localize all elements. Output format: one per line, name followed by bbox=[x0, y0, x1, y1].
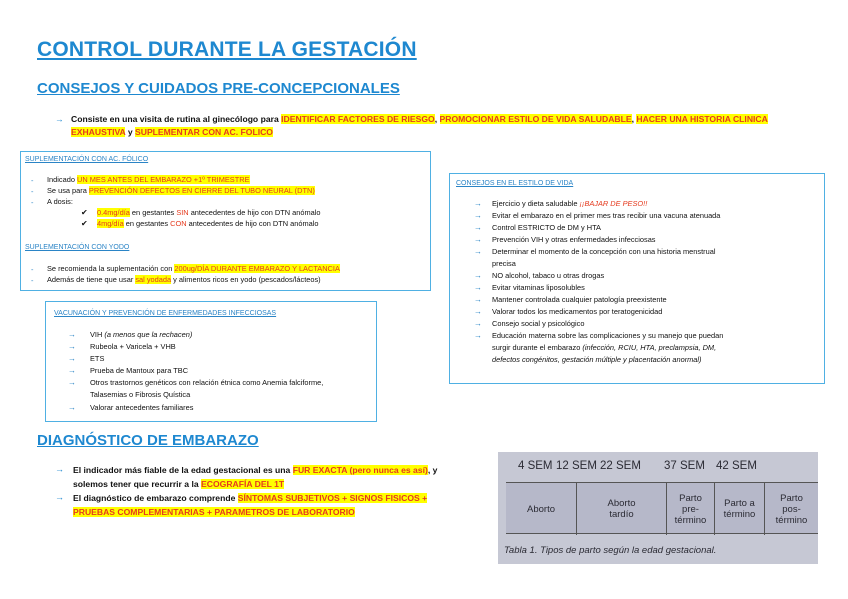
text: VIH bbox=[90, 330, 105, 339]
box-vacunacion bbox=[45, 301, 377, 422]
text: en gestantes bbox=[129, 208, 177, 217]
heading-yodo: SUPLEMENTACIÓN CON YODO bbox=[25, 244, 130, 251]
diag-line-2 bbox=[73, 477, 284, 491]
estilo-item: Prevención VIH y otras enfermedades infecciosas bbox=[492, 235, 656, 244]
arrow-icon: → bbox=[68, 354, 76, 363]
text: antecedentes de hijo con DTN anómalo bbox=[186, 219, 319, 228]
red-text: ¡¡BAJAR DE PESO!! bbox=[579, 199, 648, 208]
arrow-icon: → bbox=[68, 330, 76, 339]
cell-text: Parto bbox=[780, 492, 803, 504]
text: y alimentos ricos en yodo (pescados/lácteos) bbox=[171, 275, 321, 284]
text: , y bbox=[427, 465, 438, 475]
red-text: SIN bbox=[176, 208, 189, 217]
estilo-item: Educación materna sobre las complicaciones y su manejo que puedan bbox=[492, 331, 724, 340]
dosis-sin bbox=[97, 208, 321, 218]
arrow-icon: → bbox=[474, 295, 482, 304]
cell-text: pre- bbox=[682, 503, 699, 515]
folico-line-1 bbox=[47, 175, 250, 185]
tabla-caption: Tabla 1. Tipos de parto según la edad gestacional. bbox=[504, 545, 717, 556]
vac-item-cont: Talasemias o Fibrosis Quística bbox=[90, 390, 191, 399]
text: solemos tener que recurrir a la bbox=[73, 479, 202, 489]
box-suplementacion bbox=[20, 151, 431, 291]
cell-text: término bbox=[775, 514, 808, 526]
red-text: CON bbox=[170, 219, 187, 228]
vac-item: ETS bbox=[90, 354, 105, 363]
text: surgir durante el embarazo bbox=[492, 343, 583, 352]
cell-text: Parto a bbox=[724, 498, 755, 509]
cell-text: pos- bbox=[782, 503, 801, 515]
heading-vacunacion: VACUNACIÓN Y PREVENCIÓN DE ENFERMEDADES INFECCIOSAS bbox=[54, 310, 277, 317]
estilo-item: Determinar el momento de la concepción con una historia menstrual bbox=[492, 247, 716, 256]
cell-text: término bbox=[674, 514, 707, 526]
vac-item: Prueba de Mantoux para TBC bbox=[90, 366, 189, 375]
intro-sep: , bbox=[631, 114, 637, 124]
week-label: 12 SEM bbox=[556, 460, 597, 472]
text: Además de tiene que usar bbox=[47, 275, 136, 284]
folico-line-3: A dosis: bbox=[47, 197, 73, 206]
arrow-icon: → bbox=[474, 307, 482, 316]
intro-paragraph bbox=[55, 113, 795, 139]
text: El indicador más fiable de la edad gestacional es una bbox=[73, 465, 293, 475]
text: Se usa para bbox=[47, 186, 89, 195]
text: Ejercicio y dieta saludable bbox=[492, 199, 580, 208]
box-estilo-vida bbox=[449, 173, 825, 384]
estilo-item: Consejo social y psicológico bbox=[492, 319, 585, 328]
text: antecedentes de hijo con DTN anómalo bbox=[188, 208, 321, 217]
vac-item: Rubeola + Varicela + VHB bbox=[90, 342, 176, 351]
yodo-line-1 bbox=[47, 264, 340, 274]
arrow-icon: → bbox=[474, 319, 482, 328]
estilo-item: Mantener controlada cualquier patología preexistente bbox=[492, 295, 667, 304]
section-title-diagnostico: DIAGNÓSTICO DE EMBARAZO bbox=[37, 432, 259, 449]
highlight: SÍNTOMAS SUBJETIVOS + SIGNOS FISICOS + bbox=[237, 493, 428, 503]
vac-item bbox=[90, 330, 192, 340]
week-label: 22 SEM bbox=[600, 460, 641, 472]
heading-estilo: CONSEJOS EN EL ESTILO DE VIDA bbox=[456, 180, 574, 187]
cell-aborto-tardio bbox=[576, 483, 666, 535]
dash-icon: - bbox=[31, 265, 34, 274]
intro-sep: y bbox=[125, 127, 135, 137]
highlight: FUR EXACTA (pero nunca es así) bbox=[292, 465, 428, 475]
arrow-icon: → bbox=[474, 247, 482, 256]
checkmark-icon: ✔ bbox=[81, 219, 88, 228]
dash-icon: - bbox=[31, 187, 34, 196]
cell-text: tardío bbox=[609, 509, 634, 520]
week-label: 37 SEM bbox=[664, 460, 705, 472]
checkmark-icon: ✔ bbox=[81, 208, 88, 217]
cell-text: Parto bbox=[679, 492, 702, 504]
cell-text: término bbox=[723, 509, 756, 520]
diag-line-3 bbox=[73, 491, 427, 505]
intro-text: Consiste en una visita de rutina al ginecólogo para bbox=[71, 114, 282, 124]
arrow-icon: → bbox=[68, 342, 76, 351]
highlight: PRUEBAS COMPLEMENTARIAS + PARAMETROS DE LABORATORIO bbox=[73, 507, 355, 517]
highlight-folico: SUPLEMENTAR CON AC. FOLICO bbox=[135, 127, 273, 137]
estilo-item-cont: defectos congénitos, gestación múltiple y placentación anormal) bbox=[492, 355, 702, 364]
arrow-icon: → bbox=[55, 464, 64, 474]
text: Indicado bbox=[47, 175, 77, 184]
highlight: ECOGRAFÍA DEL 1T bbox=[201, 479, 285, 489]
estilo-item bbox=[492, 199, 647, 209]
arrow-icon: → bbox=[474, 331, 482, 340]
arrow-icon: → bbox=[68, 378, 76, 387]
arrow-icon: → bbox=[474, 271, 482, 280]
arrow-icon: → bbox=[55, 492, 64, 502]
arrow-icon: → bbox=[68, 403, 76, 412]
cell-text: Aborto bbox=[527, 503, 555, 515]
diag-line-1 bbox=[73, 463, 437, 477]
estilo-item: NO alcohol, tabaco u otras drogas bbox=[492, 271, 605, 280]
photo-tabla-parto bbox=[498, 452, 818, 564]
dash-icon: - bbox=[31, 176, 34, 185]
week-label: 4 SEM bbox=[518, 460, 553, 472]
highlight: PREVENCIÓN DEFECTOS EN CIERRE DEL TUBO NEURAL (DTN) bbox=[88, 186, 315, 195]
arrow-icon: → bbox=[474, 223, 482, 232]
tabla-parto bbox=[506, 482, 818, 534]
arrow-icon: → bbox=[55, 114, 64, 124]
estilo-item: Evitar el embarazo en el primer mes tras recibir una vacuna atenuada bbox=[492, 211, 721, 220]
arrow-icon: → bbox=[68, 366, 76, 375]
highlight: 0.4mg/día bbox=[97, 208, 130, 217]
section-title-preconcepcional: CONSEJOS Y CUIDADOS PRE-CONCEPCIONALES bbox=[37, 80, 400, 97]
text: El diagnóstico de embarazo comprende bbox=[73, 493, 238, 503]
dash-icon: - bbox=[31, 198, 34, 207]
diag-line-4 bbox=[73, 505, 355, 519]
week-label: 42 SEM bbox=[716, 460, 757, 472]
estilo-item-cont bbox=[492, 343, 716, 353]
arrow-icon: → bbox=[474, 199, 482, 208]
cell-termino bbox=[714, 483, 764, 535]
heading-folico: SUPLEMENTACIÓN CON AC. FÓLICO bbox=[25, 156, 149, 163]
highlight: 4mg/día bbox=[97, 219, 124, 228]
cell-postermino bbox=[764, 483, 818, 535]
page-title: CONTROL DURANTE LA GESTACIÓN bbox=[37, 38, 417, 61]
vac-item: Otros trastornos genéticos con relación étnica como Anemia falciforme, bbox=[90, 378, 324, 387]
highlight-factores: IDENTIFICAR FACTORES DE RIESGO bbox=[281, 114, 435, 124]
estilo-item: Evitar vitaminas liposolubles bbox=[492, 283, 585, 292]
estilo-item: Control ESTRICTO de DM y HTA bbox=[492, 223, 601, 232]
intro-sep: , bbox=[434, 114, 440, 124]
estilo-item-cont: precisa bbox=[492, 259, 516, 268]
highlight: 200ug/DÍA DURANTE EMBARAZO Y LACTANCIA bbox=[174, 264, 340, 273]
arrow-icon: → bbox=[474, 283, 482, 292]
highlight: UN MES ANTES DEL EMBARAZO +1º TRIMESTRE bbox=[77, 175, 250, 184]
text: en gestantes bbox=[123, 219, 171, 228]
arrow-icon: → bbox=[474, 235, 482, 244]
dash-icon: - bbox=[31, 276, 34, 285]
italic-text: (a menos que la rechacen) bbox=[104, 330, 193, 339]
folico-line-2 bbox=[47, 186, 315, 196]
cell-pretermino bbox=[666, 483, 714, 535]
cell-text: Aborto bbox=[607, 498, 636, 509]
yodo-line-2 bbox=[47, 275, 321, 285]
estilo-item: Valorar todos los medicamentos por teratogenicidad bbox=[492, 307, 663, 316]
highlight: sal yodada bbox=[135, 275, 172, 284]
vac-item: Valorar antecedentes familiares bbox=[90, 403, 194, 412]
arrow-icon: → bbox=[474, 211, 482, 220]
dosis-con bbox=[97, 219, 318, 229]
italic-text: (infección, RCIU, HTA, preclampsia, DM, bbox=[582, 343, 717, 352]
cell-aborto bbox=[506, 483, 576, 535]
highlight-estilo: PROMOCIONAR ESTILO DE VIDA SALUDABLE bbox=[439, 114, 632, 124]
text: Se recomienda la suplementación con bbox=[47, 264, 175, 273]
highlight-historia: HACER UNA HISTORIA CLINICA EXHAUSTIVA bbox=[71, 114, 768, 137]
